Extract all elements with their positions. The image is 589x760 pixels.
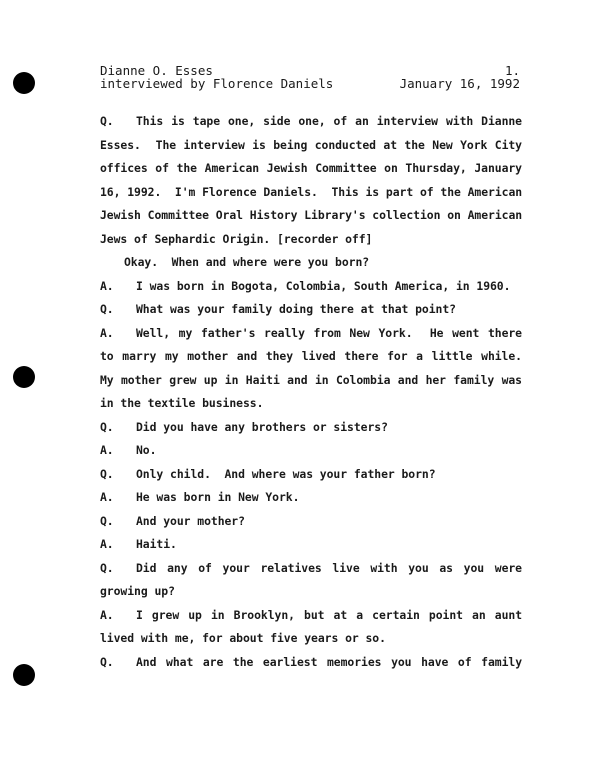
binder-hole-top [13, 72, 35, 94]
transcript-line [100, 557, 522, 581]
line-text: Haiti. [136, 537, 177, 551]
speaker-label: A. [100, 443, 114, 457]
page-header [100, 64, 520, 90]
transcript-body [100, 110, 522, 674]
transcript-line [100, 322, 522, 346]
line-text: Jewish Committee Oral History Library's collection on American [100, 208, 523, 222]
speaker-label: Q. [100, 654, 114, 669]
speaker-label: Q. [100, 419, 114, 434]
line-text: And your mother? [136, 513, 245, 528]
page-number: 1. [504, 63, 520, 78]
transcript-line [100, 134, 522, 158]
line-text: Did you have any brothers or sisters? [136, 419, 388, 434]
line-text: What was your family doing there at that point? [136, 302, 456, 316]
line-text: Jews of Sephardic Origin. [recorder off] [100, 231, 373, 246]
transcript-line [100, 275, 522, 299]
header-row-2 [100, 77, 520, 90]
transcript-line [100, 392, 522, 416]
interviewee-name: Dianne O. Esses [100, 63, 213, 78]
line-text: He was born in New York. [136, 490, 300, 504]
transcript-line [100, 110, 522, 134]
line-text: I was born in Bogota, Colombia, South America, in 1960. [136, 278, 511, 293]
transcript-line [100, 228, 522, 252]
binder-hole-bottom [13, 664, 35, 686]
transcript-line [100, 298, 522, 322]
transcript-line [100, 651, 522, 675]
binder-hole-middle [13, 366, 35, 388]
line-text: I grew up in Brooklyn, but at a certain point an aunt [136, 607, 522, 622]
speaker-label: Q. [100, 302, 114, 316]
interview-date: January 16, 1992 [399, 76, 520, 91]
speaker-label: Q. [100, 466, 114, 481]
transcript-line [100, 510, 522, 534]
line-text: No. [136, 443, 157, 457]
line-text: 16, 1992. I'm Florence Daniels. This is part of the American [100, 184, 523, 199]
transcript-line [100, 251, 522, 275]
transcript-line [100, 416, 522, 440]
transcript-line [100, 181, 522, 205]
line-text: growing up? [100, 584, 175, 598]
line-text: lived with me, for about five years or so. [100, 631, 386, 645]
line-text: Did any of your relatives live with you as you were [136, 560, 522, 575]
transcript-line [100, 204, 522, 228]
speaker-label: A. [100, 537, 114, 551]
transcript-line [100, 157, 522, 181]
transcript-line [100, 580, 522, 604]
transcript-line [100, 369, 522, 393]
transcript-line [100, 486, 522, 510]
speaker-label: A. [100, 278, 114, 293]
line-text: to marry my mother and they lived there for a little while. [100, 349, 522, 363]
line-text: offices of the American Jewish Committee on Thursday, January [100, 161, 522, 175]
speaker-label: Q. [100, 114, 114, 128]
transcript-line [100, 439, 522, 463]
transcript-line [100, 463, 522, 487]
line-text: Esses. The interview is being conducted at the New York City [100, 137, 522, 152]
transcript-line [100, 345, 522, 369]
line-text: My mother grew up in Haiti and in Colombia and her family was [100, 372, 522, 387]
line-text: This is tape one, side one, of an interview with Dianne [136, 114, 522, 128]
speaker-label: A. [100, 607, 114, 622]
line-text: And what are the earliest memories you have of family [136, 654, 522, 669]
transcript-line [100, 627, 522, 651]
interviewer-credit: interviewed by Florence Daniels [100, 76, 334, 91]
speaker-label: A. [100, 325, 114, 340]
speaker-label: A. [100, 490, 114, 504]
line-text: Only child. And where was your father born? [136, 466, 436, 481]
line-text: Okay. When and where were you born? [124, 255, 370, 269]
line-text: in the textile business. [100, 396, 264, 410]
speaker-label: Q. [100, 513, 114, 528]
speaker-label: Q. [100, 560, 114, 575]
transcript-line [100, 604, 522, 628]
transcript-line [100, 533, 522, 557]
line-text: Well, my father's really from New York. He went there [136, 325, 522, 340]
